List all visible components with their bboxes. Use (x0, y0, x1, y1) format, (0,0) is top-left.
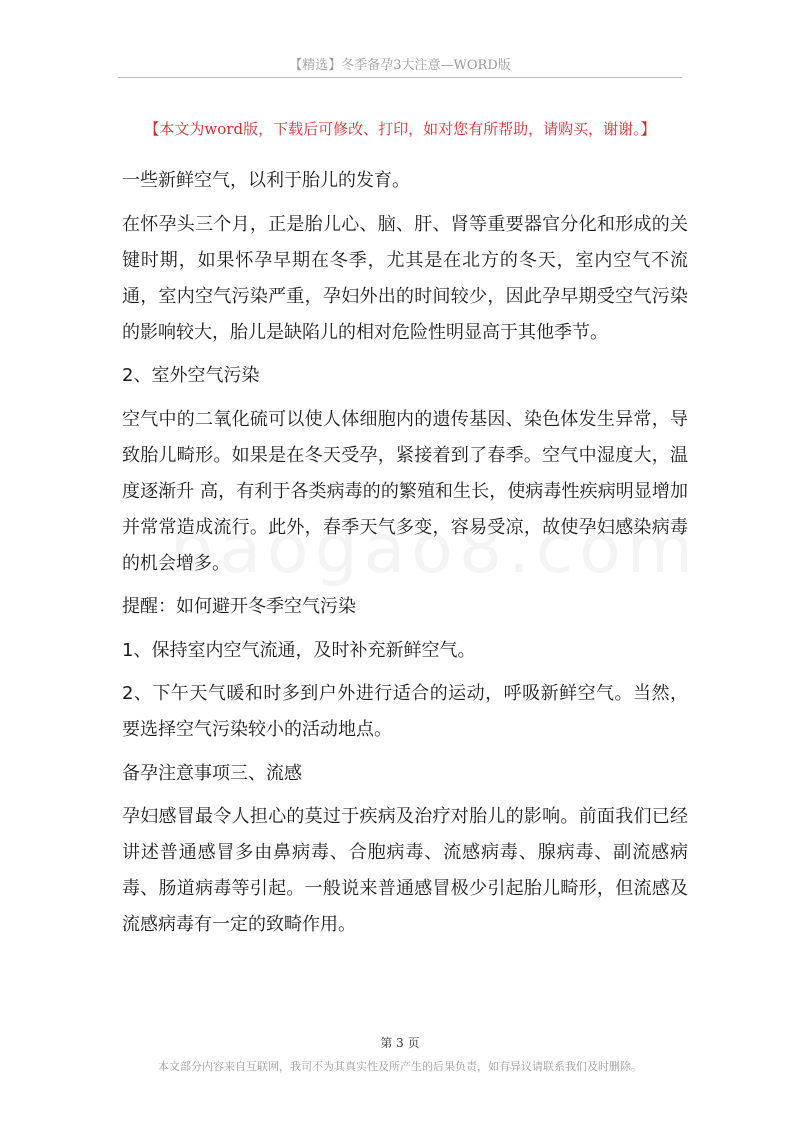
paragraph: 一些新鲜空气，以利于胎儿的发育。 (122, 170, 410, 191)
header-divider (118, 77, 682, 78)
list-item: 2、下午天气暖和时多到户外进行适合的运动，呼吸新鲜空气。当然，要选择空气污染较小的活动地点。 (122, 683, 688, 740)
list-item: 1、保持室内空气流通，及时补充新鲜空气。 (122, 639, 476, 661)
paragraph: 孕妇感冒最令人担心的莫过于疾病及治疗对胎儿的影响。前面我们已经讲述普通感冒多由鼻病毒、合胞病毒、流感病毒、腺病毒、副流感病毒、肠道病毒等引起。一般说来普通感冒极少引起胎儿畸形，但流感及流感病毒有一定的致畸作用。 (122, 806, 688, 935)
section-heading: 2、室外空气污染 (122, 365, 260, 386)
section-heading: 备孕注意事项三、流感 (122, 762, 302, 784)
section-heading: 提醒：如何避开冬季空气污染 (122, 596, 356, 617)
document-body (122, 163, 688, 951)
page-header: 【精选】冬季备孕3大注意—WORD版 (289, 58, 511, 73)
download-notice: 【本文为word版，下载后可修改、打印，如对您有所帮助，请购买，谢谢。】 (144, 120, 656, 138)
page-footer-disclaimer: 本文部分内容来自互联网，我司不为其真实性及所产生的后果负责，如有异议请联系我们及时删除。 (158, 1060, 642, 1073)
paragraph: 在怀孕头三个月，正是胎儿心、脑、肝、肾等重要器官分化和形成的关键时期，如果怀孕早期在冬季，尤其是在北方的冬天，室内空气不流通，室内空气污染严重，孕妇外出的时间较少，因此孕早期受空气污染的影响较大，胎儿是缺陷儿的相对危险性明显高于其他季节。 (122, 213, 688, 343)
paragraph: 空气中的二氧化硫可以使人体细胞内的遗传基因、染色体发生异常，导致胎儿畸形。如果是在冬天受孕，紧接着到了春季。空气中湿度大，温度逐渐升 高，有利于各类病毒的的繁殖和生长，使病毒性疾病明显增加并常常造成流行。此外，春季天气多变，容易受凉，故使孕妇感染病毒的机会增多。 (122, 408, 688, 574)
page-number: 第 3 页 (380, 1036, 420, 1050)
